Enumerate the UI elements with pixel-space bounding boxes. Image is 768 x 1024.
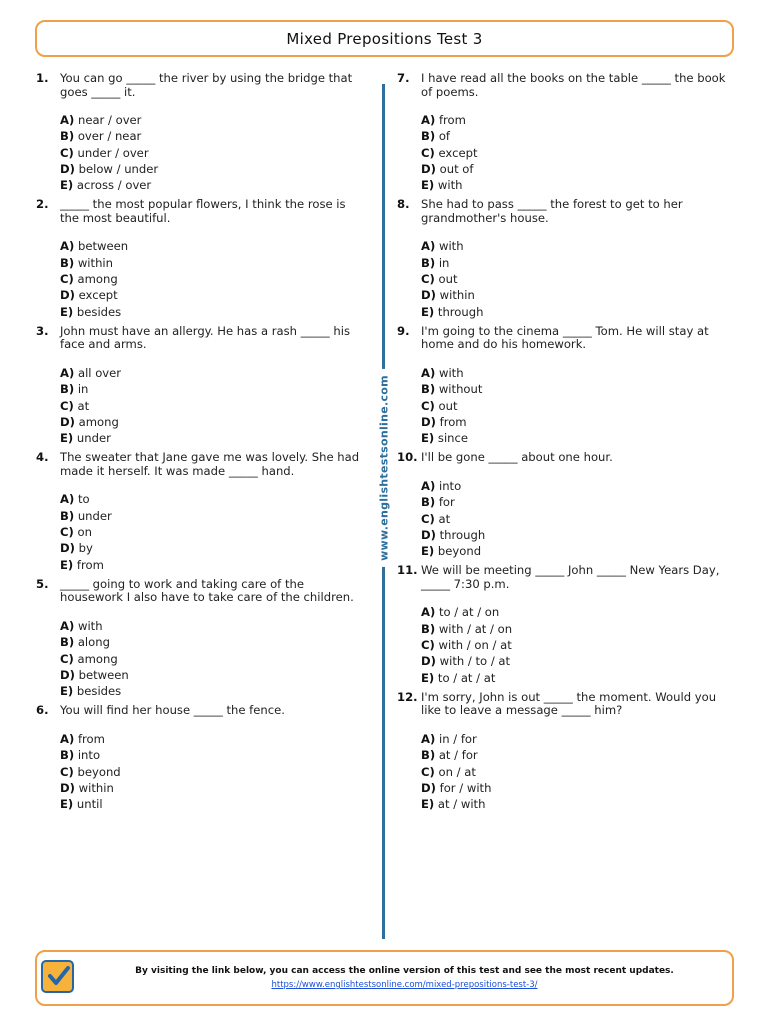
question-number: 4. [36,450,49,465]
option-text: on [77,525,92,540]
option-letter: D) [60,288,75,303]
option-letter: D) [421,288,436,303]
option-text: from [76,557,104,572]
answer-option[interactable] [60,381,366,397]
question-text: I'll be gone _____ about one hour. [421,450,613,465]
question-number: 11. [397,563,418,578]
option-letter: C) [421,764,435,779]
question-number: 9. [397,323,410,338]
option-letter: E) [421,797,435,812]
option-letter: E) [60,178,74,193]
option-text: at / with [437,797,486,812]
question-head [36,325,366,352]
answer-option[interactable] [60,238,366,254]
answer-option[interactable] [421,161,727,177]
option-text: under [76,431,111,446]
option-letter: D) [60,780,75,795]
question [36,72,366,193]
option-text: into [438,478,462,493]
option-letter: C) [421,398,435,413]
question [36,451,366,572]
answer-options [397,112,727,193]
answer-options [397,478,727,559]
option-letter: B) [60,382,75,397]
option-letter: E) [421,304,435,319]
question [36,325,366,446]
question-number: 10. [397,450,418,465]
answer-option[interactable] [60,731,366,747]
option-letter: D) [60,667,75,682]
option-text: of [438,129,451,144]
option-letter: E) [60,684,74,699]
option-letter: B) [421,129,436,144]
option-letter: A) [60,492,75,507]
question [397,691,727,812]
option-letter: C) [60,764,74,779]
option-text: under / over [77,145,149,160]
footer-box [35,950,734,1006]
option-text: for [438,495,455,510]
answer-option[interactable] [421,604,727,620]
answer-option[interactable] [421,304,727,320]
option-text: beyond [437,544,482,559]
answer-option[interactable] [60,508,366,524]
answer-option[interactable] [60,667,366,683]
title-box [35,20,734,57]
answer-option[interactable] [60,287,366,303]
question-number: 7. [397,71,410,85]
option-text: at [438,511,451,526]
option-letter: A) [421,113,436,127]
questions-column-left [36,72,366,817]
answer-option[interactable] [421,128,727,144]
answer-option[interactable] [421,511,727,527]
answer-option[interactable] [421,731,727,747]
answer-options [36,238,366,319]
answer-option[interactable] [60,524,366,540]
answer-option[interactable] [60,764,366,780]
option-text: on / at [438,764,476,779]
answer-option[interactable] [60,112,366,128]
option-letter: B) [60,508,75,523]
answer-options [397,238,727,319]
option-text: near / over [77,113,142,127]
option-text: out [438,398,458,413]
option-letter: A) [421,731,436,746]
answer-option[interactable] [60,365,366,381]
answer-option[interactable] [60,651,366,667]
answer-option[interactable] [60,618,366,634]
answer-option[interactable] [421,430,727,446]
answer-options [36,365,366,446]
answer-option[interactable] [421,780,727,796]
option-letter: C) [60,145,74,160]
option-letter: E) [60,797,74,812]
answer-option[interactable] [60,255,366,271]
question-text: I have read all the books on the table _____ the book of poems. [421,71,726,99]
option-letter: D) [421,527,436,542]
option-letter: B) [60,129,75,144]
option-letter: B) [421,621,436,636]
option-text: from [438,113,466,127]
question-head [36,578,366,605]
option-letter: C) [60,398,74,413]
checkbox-icon [41,960,74,993]
answer-option[interactable] [421,621,727,637]
option-text: into [77,748,101,763]
question-head [36,198,366,225]
answer-option[interactable] [60,177,366,193]
question-head [397,564,727,591]
question-head [397,72,727,99]
answer-option[interactable] [421,255,727,271]
option-letter: E) [60,304,74,319]
option-letter: B) [421,495,436,510]
answer-option[interactable] [421,381,727,397]
answer-option[interactable] [421,653,727,669]
question [397,451,727,559]
answer-option[interactable] [60,780,366,796]
answer-option[interactable] [421,365,727,381]
question-number: 8. [397,197,410,212]
answer-option[interactable] [60,398,366,414]
answer-option[interactable] [60,540,366,556]
option-text: without [438,382,483,397]
question-number: 12. [397,689,418,704]
page-title: Mixed Prepositions Test 3 [286,29,483,48]
option-text: with / at / on [438,621,513,636]
answer-option[interactable] [60,430,366,446]
question [397,72,727,193]
question-text: We will be meeting _____ John _____ New Years Day, _____ 7:30 p.m. [421,563,720,591]
footer-text: By visiting the link below, you can access the online version of this test and see the most recent updates. [135,966,674,976]
option-text: from [439,414,467,429]
option-text: with / on / at [438,638,512,653]
question-number: 1. [36,71,49,85]
question-head [397,451,727,465]
answer-option[interactable] [421,287,727,303]
question [36,704,366,812]
answer-options [36,618,366,699]
question-text: She had to pass _____ the forest to get to her grandmother's house. [421,197,683,225]
answer-option[interactable] [60,683,366,699]
option-text: until [76,797,103,812]
question-head [36,72,366,99]
option-text: across / over [76,178,152,193]
option-letter: E) [421,431,435,446]
option-text: with [438,239,464,254]
question-text: I'm going to the cinema _____ Tom. He will stay at home and do his homework. [421,323,709,352]
answer-option[interactable] [60,796,366,812]
question [36,578,366,699]
option-text: among [78,414,119,429]
option-letter: A) [421,478,436,493]
question [397,325,727,446]
option-text: over / near [77,129,142,144]
question-head [397,198,727,225]
option-text: under [77,508,112,523]
option-text: at [77,398,90,413]
option-text: along [77,635,110,650]
option-letter: D) [60,414,75,429]
question-head [397,691,727,718]
question-head [397,325,727,352]
option-text: at / for [438,748,478,763]
answer-options [36,491,366,572]
option-text: with [437,178,463,193]
answer-options [397,365,727,446]
answer-option[interactable] [421,145,727,161]
answer-option[interactable] [60,414,366,430]
option-letter: C) [421,145,435,160]
option-text: within [439,288,475,303]
answer-option[interactable] [60,128,366,144]
question-number: 2. [36,197,49,212]
answer-option[interactable] [421,527,727,543]
answer-option[interactable] [421,414,727,430]
question [397,198,727,319]
question-head [36,704,366,718]
answer-option[interactable] [421,747,727,763]
option-text: through [439,527,486,542]
option-letter: B) [421,382,436,397]
option-text: through [437,304,484,319]
option-text: in [77,382,89,397]
answer-options [36,112,366,193]
answer-option[interactable] [60,557,366,573]
option-text: to / at / at [437,670,496,685]
answer-option[interactable] [421,398,727,414]
option-letter: C) [421,638,435,653]
option-text: out of [439,161,474,176]
question-text: I'm sorry, John is out _____ the moment. Would you like to leave a message _____ him? [421,689,717,718]
option-letter: E) [60,431,74,446]
option-text: in / for [438,731,477,746]
answer-option[interactable] [60,161,366,177]
option-letter: C) [60,525,74,540]
option-letter: A) [60,618,75,633]
option-text: in [438,255,450,270]
answer-options [36,731,366,812]
option-text: below / under [78,161,159,176]
option-letter: A) [421,365,436,380]
option-text: out [438,272,458,287]
answer-option[interactable] [421,637,727,653]
question-text: You can go _____ the river by using the bridge that goes _____ it. [60,71,353,99]
option-letter: E) [60,557,74,572]
option-text: between [78,667,129,682]
answer-option[interactable] [421,670,727,686]
answer-options [397,604,727,685]
option-letter: D) [421,414,436,429]
option-text: to / at / on [438,605,500,620]
option-text: with [438,365,464,380]
option-text: beyond [77,764,121,779]
option-text: with / to / at [439,654,511,669]
answer-options [397,731,727,812]
answer-option[interactable] [421,543,727,559]
option-text: all over [77,365,122,380]
option-text: except [78,288,118,303]
answer-option[interactable] [60,145,366,161]
option-text: besides [76,684,122,699]
answer-option[interactable] [421,478,727,494]
question-head [36,451,366,478]
answer-option[interactable] [421,271,727,287]
question [397,564,727,685]
option-letter: D) [60,161,75,176]
question-number: 3. [36,323,49,338]
side-url[interactable]: www.englishtestsonline.com [378,369,391,567]
option-text: among [77,272,118,287]
answer-option[interactable] [60,634,366,650]
option-letter: E) [421,178,435,193]
option-letter: B) [60,635,75,650]
option-text: to [77,492,90,507]
option-text: for / with [439,780,492,795]
option-letter: C) [60,651,74,666]
option-letter: D) [60,541,75,556]
question-number: 6. [36,703,49,718]
option-letter: A) [421,605,436,620]
answer-option[interactable] [421,764,727,780]
answer-option[interactable] [60,304,366,320]
option-letter: E) [421,670,435,685]
question-text: John must have an allergy. He has a rash _____ his face and arms. [60,323,350,352]
option-text: from [77,731,105,746]
option-letter: E) [421,544,435,559]
option-text: between [77,239,129,254]
option-letter: A) [60,239,75,254]
option-letter: B) [60,748,75,763]
option-letter: D) [421,654,436,669]
answer-option[interactable] [421,494,727,510]
option-letter: C) [421,272,435,287]
question-text: _____ going to work and taking care of the housework I also have to take care of the children. [60,576,354,605]
option-letter: A) [421,239,436,254]
option-text: since [437,431,469,446]
option-letter: C) [421,511,435,526]
answer-option[interactable] [60,747,366,763]
option-text: within [77,255,113,270]
option-letter: D) [421,161,436,176]
option-letter: B) [421,255,436,270]
question-text: The sweater that Jane gave me was lovely. She had made it herself. It was made _____ hand. [60,450,360,478]
option-letter: B) [60,255,75,270]
option-text: by [78,541,93,556]
question-text: _____ the most popular flowers, I think the rose is the most beautiful. [60,197,346,225]
footer-link[interactable]: https://www.englishtestsonline.com/mixed-prepositions-test-3/ [271,980,538,990]
option-text: except [438,145,478,160]
question-text: You will find her house _____ the fence. [60,703,285,718]
option-text: with [77,618,103,633]
option-letter: A) [60,731,75,746]
answer-option[interactable] [421,238,727,254]
question [36,198,366,319]
option-text: within [78,780,114,795]
question-number: 5. [36,576,49,591]
option-letter: A) [60,113,75,127]
answer-option[interactable] [60,491,366,507]
option-text: among [77,651,118,666]
option-letter: B) [421,748,436,763]
option-letter: C) [60,272,74,287]
option-letter: D) [421,780,436,795]
answer-option[interactable] [421,177,727,193]
questions-column-right [397,72,727,817]
option-text: besides [76,304,122,319]
answer-option[interactable] [60,271,366,287]
option-letter: A) [60,365,75,380]
answer-option[interactable] [421,796,727,812]
answer-option[interactable] [421,112,727,128]
